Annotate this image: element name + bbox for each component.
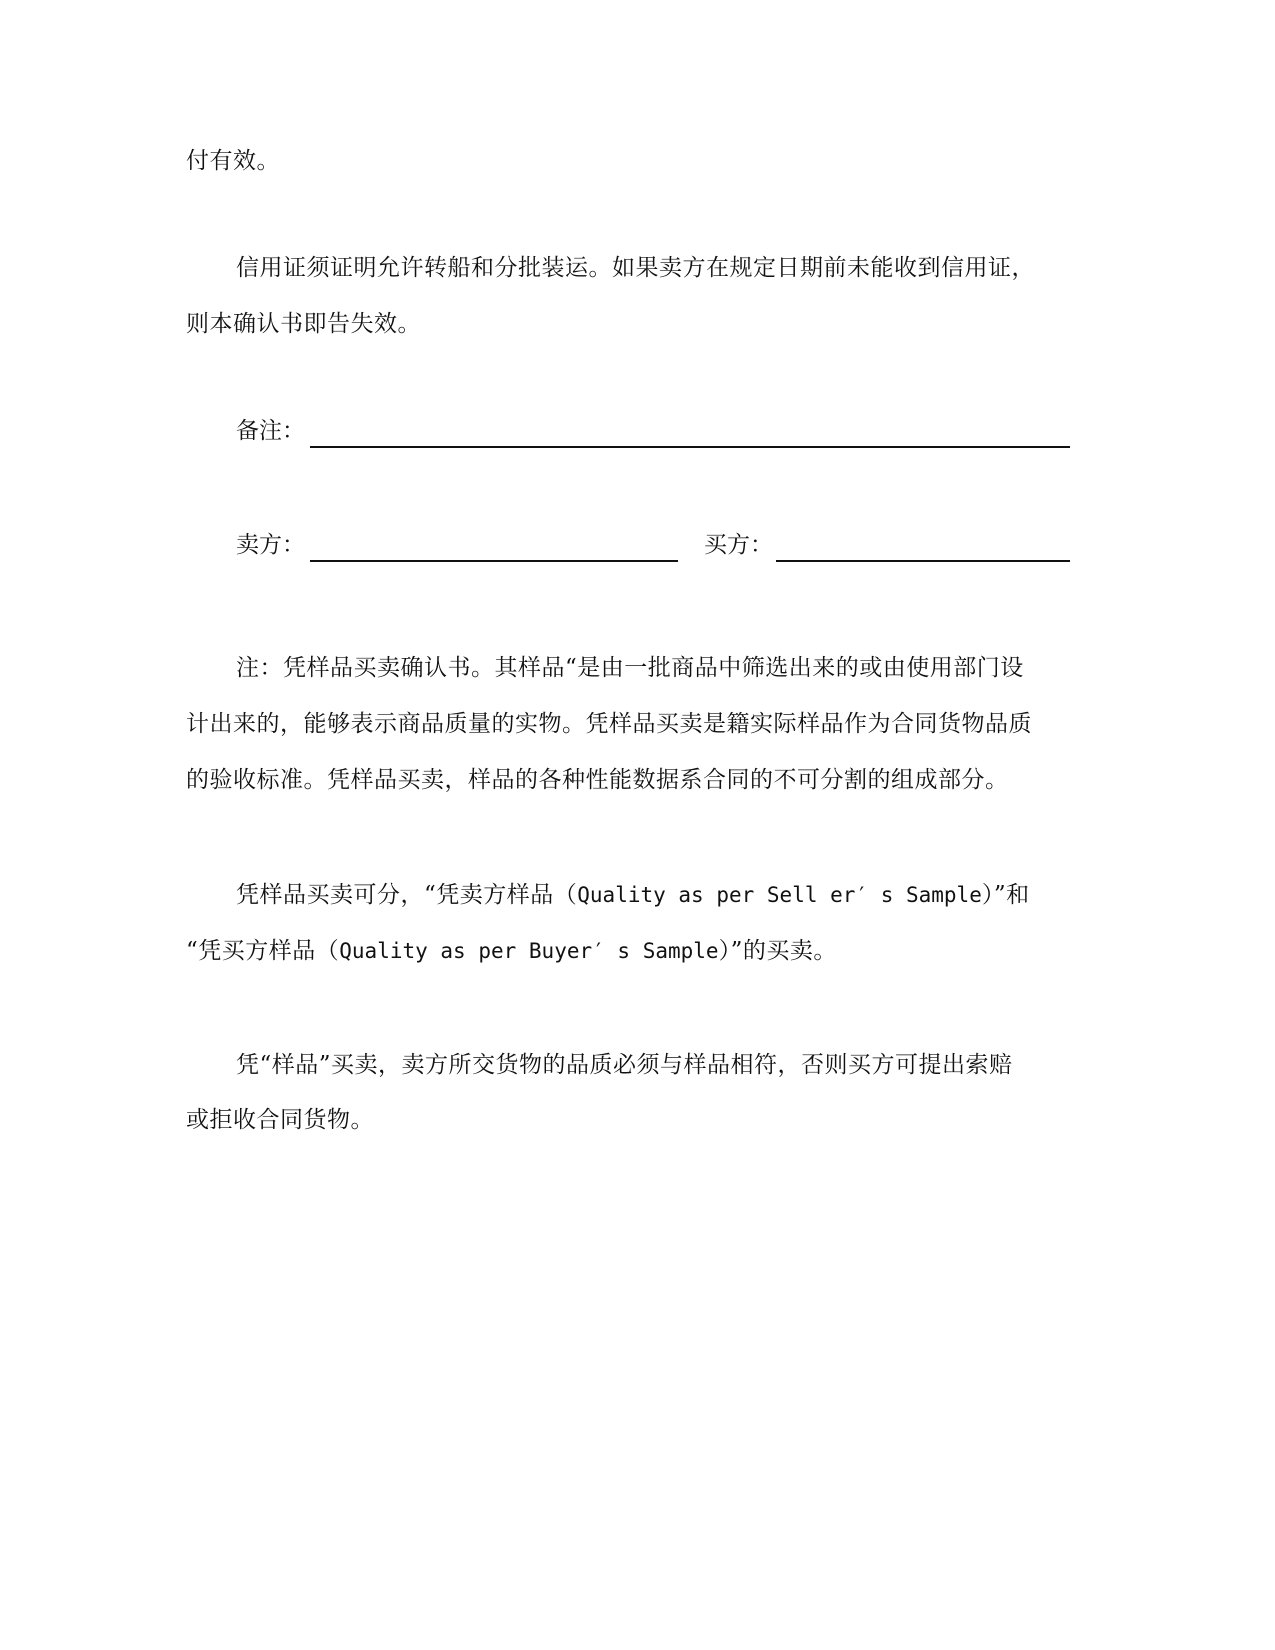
buyer-signature-line[interactable]	[776, 560, 1070, 562]
text-segment: 凭样品买卖可分，“凭卖方样品（	[236, 882, 578, 908]
text-segment: “凭买方样品（	[186, 938, 340, 964]
buyer-label: 买方：	[704, 532, 773, 558]
text-segment: ）”的买卖。	[718, 938, 837, 964]
paragraph-lc-terms-line-2: 则本确认书即告失效。	[186, 311, 421, 337]
paragraph-note-line-3: 的验收标准。凭样品买卖，样品的各种性能数据系合同的不可分割的组成部分。	[186, 767, 1009, 793]
paragraph-quality-line-2: 或拒收合同货物。	[186, 1107, 374, 1133]
paragraph-sample-types-line-1	[236, 880, 1030, 910]
text-segment: ）”和	[981, 882, 1030, 908]
paragraph-sample-types-line-2	[186, 936, 837, 966]
paragraph-note-line-1: 注：凭样品买卖确认书。其样品“是由一批商品中筛选出来的或由使用部门设	[236, 655, 1024, 681]
paragraph-quality-line-1: 凭“样品”买卖，卖方所交货物的品质必须与样品相符，否则买方可提出索赔	[236, 1052, 1013, 1078]
paragraph-continuation: 付有效。	[186, 148, 280, 174]
seller-signature-line[interactable]	[310, 560, 678, 562]
text-segment-english: Quality as per Buyer′ s Sample	[339, 939, 719, 963]
paragraph-lc-terms-line-1: 信用证须证明允许转船和分批装运。如果卖方在规定日期前未能收到信用证，	[236, 255, 1035, 281]
paragraph-note-line-2: 计出来的，能够表示商品质量的实物。凭样品买卖是籍实际样品作为合同货物品质	[186, 711, 1032, 737]
seller-label: 卖方：	[236, 532, 305, 558]
remarks-label: 备注：	[236, 418, 305, 444]
remarks-field-line[interactable]	[310, 446, 1070, 448]
text-segment-english: Quality as per Sell er′ s Sample	[577, 883, 982, 907]
